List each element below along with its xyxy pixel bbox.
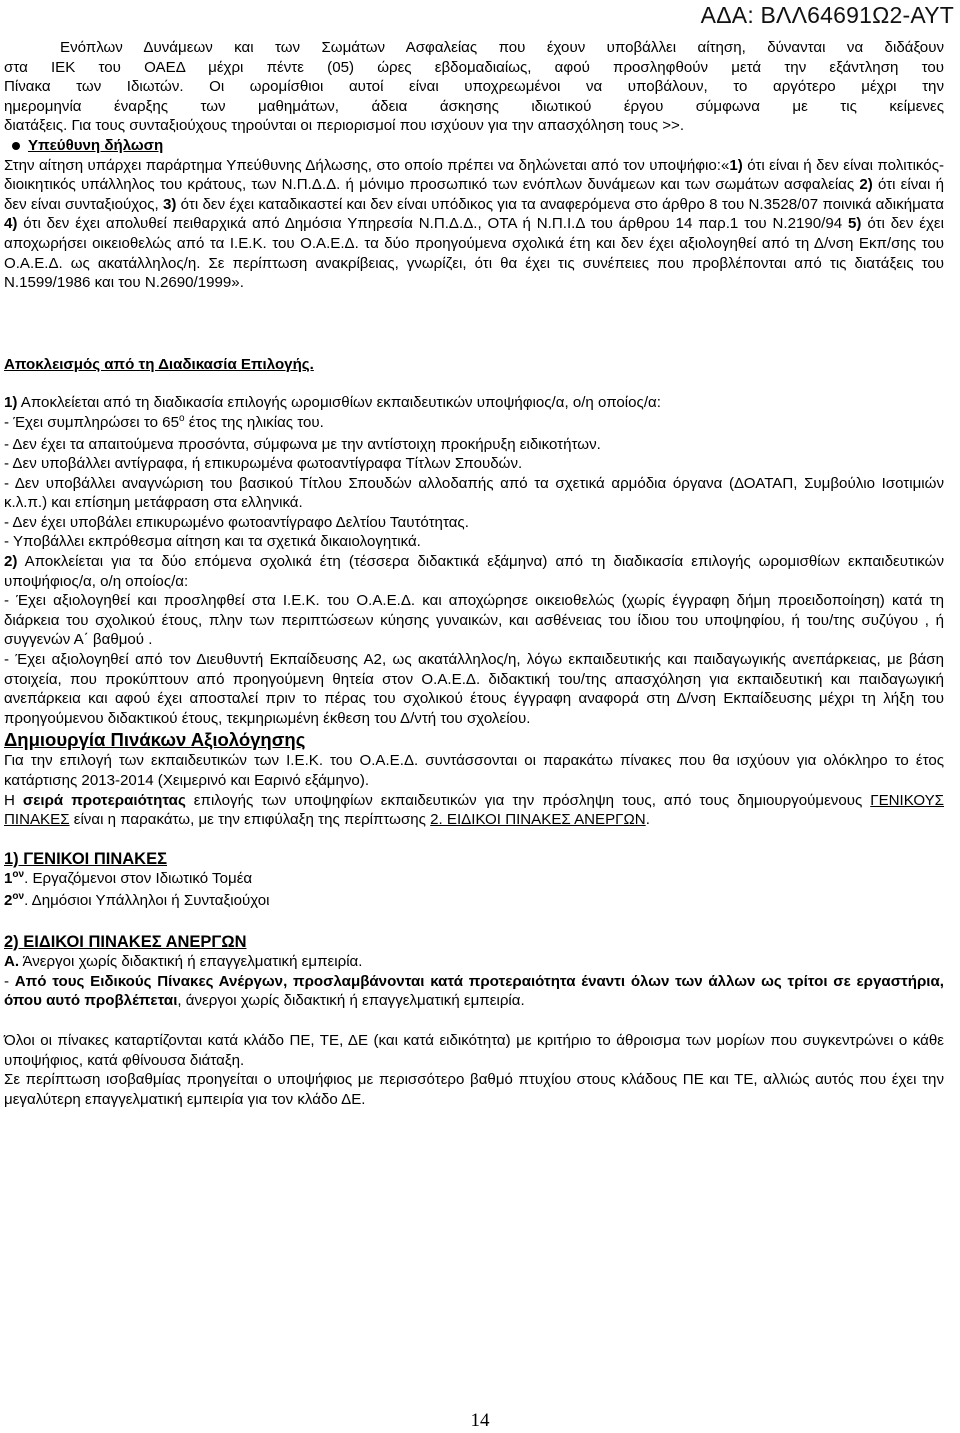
apokleismos-item-6: - Δεν έχει υποβάλει επικυρωμένο φωτοαντίγραφο Δελτίου Ταυτότητας. xyxy=(4,513,469,531)
closing-paragraph-1: Όλοι οι πίνακες καταρτίζονται κατά κλάδο ΠΕ, ΤΕ, ΔΕ (και κατά ειδικότητα) με κριτήριο το άθροισμα των μορίων που συγκεντρώνει ο κάθε υποψήφιος, κατά φθίνουσα διάταξη. xyxy=(4,1031,944,1069)
apokleismos-item-9: - Έχει αξιολογηθεί και προσληφθεί στα Ι.Ε.Κ. του Ο.Α.Ε.Δ. και αποχώρησε οικειοθελώς (χωρίς έγγραφη δήμη προειδοποίηση) κατά τη διάρκεια του σχολικού έτους, πλην των περιπτώσεων κύησης γυναικών, και ασθένειας του ίδιου του υποψηφίου, ή του/της συζύγου , ή συγγενών Α΄ βαθμού . xyxy=(4,592,944,649)
pinakes-paragraph-1: Για την επιλογή των εκπαιδευτικών των Ι.Ε.Κ. του Ο.Α.Ε.Δ. συντάσσονται οι παρακάτω πίνακες που θα ισχύουν για ολόκληρο το έτος κατάρτισης 2013-2014 (Χειμερινό και Εαρινό εξάμηνο). xyxy=(4,752,944,789)
paragraph-intro-5: διατάξεις. Για τους συνταξιούχους τηρούνται οι περιορισμοί που ισχύουν για την απασχόληση τους >>. xyxy=(4,117,685,135)
pinakes-heading: Δημιουργία Πινάκων Αξιολόγησης xyxy=(4,729,306,751)
page-number: 14 xyxy=(470,1410,490,1431)
closing-paragraph-2: Σε περίπτωση ισοβαθμίας προηγείται ο υποψήφιος με περισσότερο βαθμό πτυχίου στους κλάδους ΠΕ και ΤΕ, αλλιώς αυτός που έχει την μεγαλύτερη επαγγελματική εμπειρία για τον κλάδο ΔΕ. xyxy=(4,1071,944,1108)
genikoi-item-2: $2^{o\nu}$. Δημόσιοι Υπάλληλοι ή Συνταξιούχοι xyxy=(4,890,270,909)
dilosi-heading: Υπεύθυνη δήλωση xyxy=(0,136,960,156)
dilosi-paragraph: Στην αίτηση υπάρχει παράρτημα Υπεύθυνης Δήλωσης, στο οποίο πρέπει να δηλώνεται από τον υποψήφιο:«1) ότι είναι ή δεν είναι πολιτικός-διοικητικός υπάλληλος του κράτους, των Ν.Π.Δ.Δ. ή μόνιμο προσωπικό των ενόπλων δυνάμεων και των σωμάτων ασφαλείας 2) ότι είναι ή δεν είναι συνταξιούχος, 3) ότι δεν έχει καταδικαστεί και δεν είναι υπόδικος για τα αναφερόμενα στο άρθρο 8 του Ν.3528/07 ποινικά αδικήματα 4) ότι δεν έχει απολυθεί πειθαρχικά από Δημόσια Υπηρεσία Ν.Π.Δ.Δ., ΟΤΑ ή Ν.Π.Ι.Δ του άρθρου 14 παρ.1 του Ν.2190/94 5) ότι δεν έχει αποχωρήσει οικειοθελώς από τα Ι.Ε.Κ. του Ο.Α.Ε.Δ. τα δύο προηγούμενα σχολικά έτη και δεν έχει αξιολογηθεί από τη Δ/νση Εκπ/σης του Ο.Α.Ε.Δ. ως ακατάλληλος/η. Σε περίπτωση ανακρίβειας, γνωρίζει, ότι θα έχει τις συνέπειες που προβλέπονται από τις διατάξεις του Ν.1599/1986 και του Ν.2690/1999». xyxy=(4,156,944,292)
pinakes-paragraph-2: Η σειρά προτεραιότητας επιλογής των υποψηφίων εκπαιδευτικών για την πρόσληψη τους, από τους δημιουργούμενους ΓΕΝΙΚΟΥΣ ΠΙΝΑΚΕΣ είναι η παρακάτω, με την επιφύλαξη της περίπτωσης 2. ΕΙΔΙΚΟΙ ΠΙΝΑΚΕΣ ΑΝΕΡΓΩΝ. xyxy=(4,791,944,829)
bullet-icon xyxy=(12,142,20,150)
paragraph-intro-3: Πίνακα των Ιδιωτών. Οι ωρομίσθιοι αυτοί είναι υποχρεωμένοι να υποβάλουν, το αργότερο μέχρι την xyxy=(4,78,944,96)
paragraph-intro-4: ημερομηνία έναρξης των μαθημάτων, άδεια άσκησης ιδιωτικού έργου σύμφωνα με τις κείμενες xyxy=(4,97,944,115)
apokleismos-item-1: 1) Αποκλείεται από τη διαδικασία επιλογής ωρομισθίων εκπαιδευτικών υποψήφιος/α, ο/η οποίος/α: xyxy=(4,394,661,412)
paragraph-intro-1: Ενόπλων Δυνάμεων και των Σωμάτων Ασφαλείας που έχουν υποβάλλει αίτηση, δύνανται να διδάξουν xyxy=(60,39,944,56)
ada-code: ΑΔΑ: ΒΛΛ64691Ω2-ΑΥΤ xyxy=(700,2,954,28)
paragraph-intro-2: στα ΙΕΚ του ΟΑΕΔ μέχρι πέντε (05) ώρες εβδομαδιαίως, αφού προσληφθούν μετά την εξάντληση του xyxy=(4,58,944,76)
apokleismos-item-4: - Δεν υποβάλλει αντίγραφα, ή επικυρωμένα φωτοαντίγραφα Τίτλων Σπουδών. xyxy=(4,455,523,473)
apokleismos-heading: Αποκλεισμός από τη Διαδικασία Επιλογής. xyxy=(4,355,314,373)
apokleismos-item-2: - Έχει συμπληρώσει το $65^o$ έτος της ηλικίας του. xyxy=(4,412,324,431)
genikoi-item-1: $1^{o\nu}$. Εργαζόμενοι στον Ιδιωτικό Τομέα xyxy=(4,869,253,888)
genikoi-heading: 1) ΓΕΝΙΚΟΙ ΠΙΝΑΚΕΣ xyxy=(4,849,167,868)
apokleismos-item-7: - Υποβάλλει εκπρόθεσμα αίτηση και τα σχετικά δικαιολογητικά. xyxy=(4,533,421,551)
apokleismos-item-10: - Έχει αξιολογηθεί από τον Διευθυντή Εκπαίδευσης Α2, ως ακατάλληλος/η, λόγω εκπαιδευτικής και παιδαγωγικής ανεπάρκειας, με βάση στοιχεία, που προκύπτουν από προηγούμενη θητεία στον Ο.Α.Ε.Δ. διδακτική του/της απασχόληση για εκπαιδευτική και παιδαγωγική ανεπάρκεια και αφού έχει αποσταλεί πριν το πέρας του σχολικού έτους έγγραφη αναφορά στη Δ/νση Εκπαίδευσης μέχρι τη λήξη του προηγούμενου διδακτικού έτους, τεκμηριωμένη έκθεση του Δ/ντή του σχολείου. xyxy=(4,651,944,727)
apokleismos-item-5: - Δεν υποβάλλει αναγνώριση του βασικού Τίτλου Σπουδών αλλοδαπής από τα σχετικά αρμόδια όργανα (ΔΟΑΤΑΠ, Συμβούλιο Ισοτιμιών κ.λ.π.) και επίσημη μετάφραση στα ελληνικά. xyxy=(4,474,944,512)
apokleismos-item-3: - Δεν έχει τα απαιτούμενα προσόντα, σύμφωνα με την αντίστοιχη προκήρυξη ειδικοτήτων. xyxy=(4,435,601,453)
eidikoi-heading: 2) ΕΙΔΙΚΟΙ ΠΙΝΑΚΕΣ ΑΝΕΡΓΩΝ xyxy=(4,932,247,951)
eidikoi-item-a: Α. Άνεργοι χωρίς διδακτική ή επαγγελματική εμπειρία. xyxy=(4,953,363,971)
apokleismos-item-8: 2) Αποκλείεται για τα δύο επόμενα σχολικά έτη (τέσσερα διδακτικά εξάμηνα) από τη διαδικασία επιλογής ωρομισθίων εκπαιδευτικών υποψήφιος/α, ο/η οποίος/α: xyxy=(4,553,944,590)
document-body xyxy=(0,38,960,1109)
eidikoi-item-b: - Από τους Ειδικούς Πίνακες Ανέργων, προσλαμβάνονται κατά προτεραιότητα έναντι όλων των άλλων ως τρίτοι σε εργαστήρια, όπου αυτό προβλέπεται, άνεργοι χωρίς διδακτική ή επαγγελματική εμπειρία. xyxy=(4,972,944,1010)
